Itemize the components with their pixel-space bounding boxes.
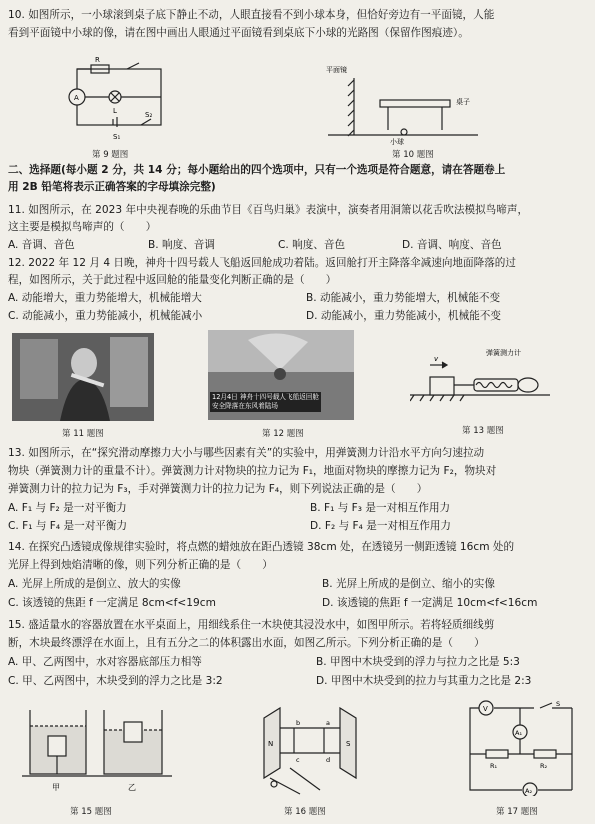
section2-line2: 用 2B 铅笔将表示正确答案的字母填涂完整) [8, 181, 216, 193]
q14-option-d: D. 该透镜的焦距 f 一定满足 10cm<f<16cm [322, 597, 538, 609]
fig12-caption: 第 12 题图 [262, 429, 304, 439]
figure-13-spring-scale [410, 343, 550, 413]
fig17-label-A1: A₁ [515, 729, 523, 737]
fig16-label-b: b [296, 719, 301, 727]
q10-line1: 10. 如图所示，一小球滚到桌子底下静止不动，人眼直接看不到小球本身，但恰好旁边有一平面镜，人能 [8, 9, 495, 21]
q12-option-c: C. 动能减小，重力势能减小，机械能减小 [8, 310, 203, 322]
q15-line1: 15. 盛适量水的容器放置在水平桌面上，用细线系住一木块使其浸没水中，如图甲所示。若将轻质细线剪 [8, 619, 495, 631]
q13-line2: 物块（弹簧测力计的重量不计）。弹簧测力计对物块的拉力记为 F₁，地面对物块的摩擦力记为 F₂，物块对 [8, 465, 497, 477]
fig13-caption: 第 13 题图 [462, 426, 504, 436]
fig16-caption: 第 16 题图 [284, 807, 326, 817]
q11-option-b: B. 响度、音调 [148, 239, 215, 251]
figure-10-mirror-table [318, 60, 488, 145]
fig16-label-S: S [346, 740, 351, 748]
fig9-label-S2: S₂ [145, 111, 153, 119]
q14-option-b: B. 光屏上所成的是倒立、缩小的实像 [322, 578, 495, 590]
q11-line1: 11. 如图所示，在 2023 年中央视春晚的乐曲节目《百鸟归巢》表演中，演奏者用洞箫以花舌吹法模拟鸟啼声， [8, 204, 529, 216]
q15-option-b: B. 甲图中木块受到的浮力与拉力之比是 5:3 [316, 656, 520, 668]
q12-option-d: D. 动能减小，重力势能减小，机械能不变 [306, 310, 501, 322]
fig10-label-ball: 小球 [390, 138, 404, 145]
q12-option-a: A. 动能增大，重力势能增大，机械能增大 [8, 292, 202, 304]
q13-option-a: A. F₁ 与 F₂ 是一对平衡力 [8, 502, 127, 514]
fig15-label-jia: 甲 [52, 783, 60, 792]
fig16-label-N: N [268, 740, 274, 748]
fig9-label-S1: S₁ [113, 133, 121, 141]
q15-line2: 断，木块最终漂浮在水面上，且有五分之二的体积露出水面，如图乙所示。下列分析正确的是（ ） [8, 637, 485, 649]
fig16-label-d: d [326, 756, 331, 764]
q14-option-a: A. 光屏上所成的是倒立、放大的实像 [8, 578, 181, 590]
q13-option-b: B. F₁ 与 F₃ 是一对相互作用力 [310, 502, 451, 514]
fig15-caption: 第 15 题图 [70, 807, 112, 817]
fig17-label-R2: R₂ [540, 762, 548, 770]
fig10-label-mirror: 平面镜 [326, 66, 347, 74]
fig12-overlay-line2: 安全降落在东风着陆场 [212, 402, 278, 410]
fig9-label-R: R [95, 56, 100, 64]
fig16-label-a: a [326, 719, 330, 727]
fig16-label-c: c [296, 756, 300, 764]
figure-11-photo [12, 333, 154, 421]
fig17-label-S: S [556, 700, 561, 708]
fig13-label-scale: 弹簧测力计 [486, 349, 521, 357]
q15-option-a: A. 甲、乙两图中，水对容器底部压力相等 [8, 656, 202, 668]
q13-line3: 弹簧测力计的拉力记为 F₃，手对弹簧测力计的拉力记为 F₄，则下列说法正确的是（ ） [8, 483, 428, 495]
q13-line1: 13. 如图所示，在“探究滑动摩擦力大小与哪些因素有关”的实验中，用弹簧测力计沿水平方向匀速拉动 [8, 447, 485, 459]
figure-12-photo [208, 330, 354, 420]
figure-9-circuit [55, 55, 175, 145]
fig13-label-v: v [434, 355, 439, 363]
q15-option-d: D. 甲图中木块受到的拉力与其重力之比是 2:3 [316, 675, 532, 687]
q10-line2: 看到平面镜中小球的像，请在图中画出人眼通过平面镜看到桌底下小球的光路图（保留作图痕迹）。 [8, 27, 469, 39]
q14-option-c: C. 该透镜的焦距 f 一定满足 8cm<f<19cm [8, 597, 216, 609]
fig12-overlay-line1: 12月4日 神舟十四号载人飞船返回舱 [212, 393, 319, 401]
fig17-label-V: V [483, 705, 488, 713]
q15-option-c: C. 甲、乙两图中，木块受到的浮力之比是 3:2 [8, 675, 223, 687]
fig10-caption: 第 10 题图 [392, 150, 434, 160]
q14-line1: 14. 在探究凸透镜成像规律实验时，将点燃的蜡烛放在距凸透镜 38cm 处，在透镜另一侧距透镜 16cm 处的 [8, 541, 515, 553]
fig17-caption: 第 17 题图 [496, 807, 538, 817]
fig11-caption: 第 11 题图 [62, 429, 104, 439]
fig17-label-R1: R₁ [490, 762, 498, 770]
fig15-label-yi: 乙 [128, 783, 136, 792]
q12-option-b: B. 动能减小，重力势能增大，机械能不变 [306, 292, 501, 304]
fig9-label-A: A [74, 94, 79, 102]
fig10-label-table: 桌子 [456, 98, 470, 106]
q11-option-a: A. 音调、音色 [8, 239, 75, 251]
q12-line2: 程，如图所示，关于此过程中返回舱的能量变化判断正确的是（ ） [8, 274, 337, 286]
q13-option-d: D. F₂ 与 F₄ 是一对相互作用力 [310, 520, 452, 532]
figure-17-circuit [462, 700, 580, 796]
q11-line2: 这主要是模拟鸟啼声的（ ） [8, 221, 157, 233]
figure-16-magnet [250, 698, 370, 798]
section2-line1: 二、选择题(每小题 2 分，共 14 分；每小题给出的四个选项中，只有一个选项是符合题意，请在答题卷上 [8, 164, 506, 176]
fig17-label-A2: A₂ [525, 787, 533, 795]
fig9-caption: 第 9 题图 [92, 150, 129, 160]
q11-option-c: C. 响度、音色 [278, 239, 346, 251]
q14-line2: 光屏上得到烛焰清晰的像，则下列分析正确的是（ ） [8, 559, 273, 571]
q13-option-c: C. F₁ 与 F₄ 是一对平衡力 [8, 520, 128, 532]
fig9-label-L: L [113, 107, 117, 115]
q12-line1: 12. 2022 年 12 月 4 日晚，神舟十四号载人飞船返回舱成功着陆。返回舱打开主降落伞减速向地面降落的过 [8, 257, 516, 269]
q11-option-d: D. 音调、响度、音色 [402, 239, 502, 251]
figure-15-containers [22, 700, 172, 792]
